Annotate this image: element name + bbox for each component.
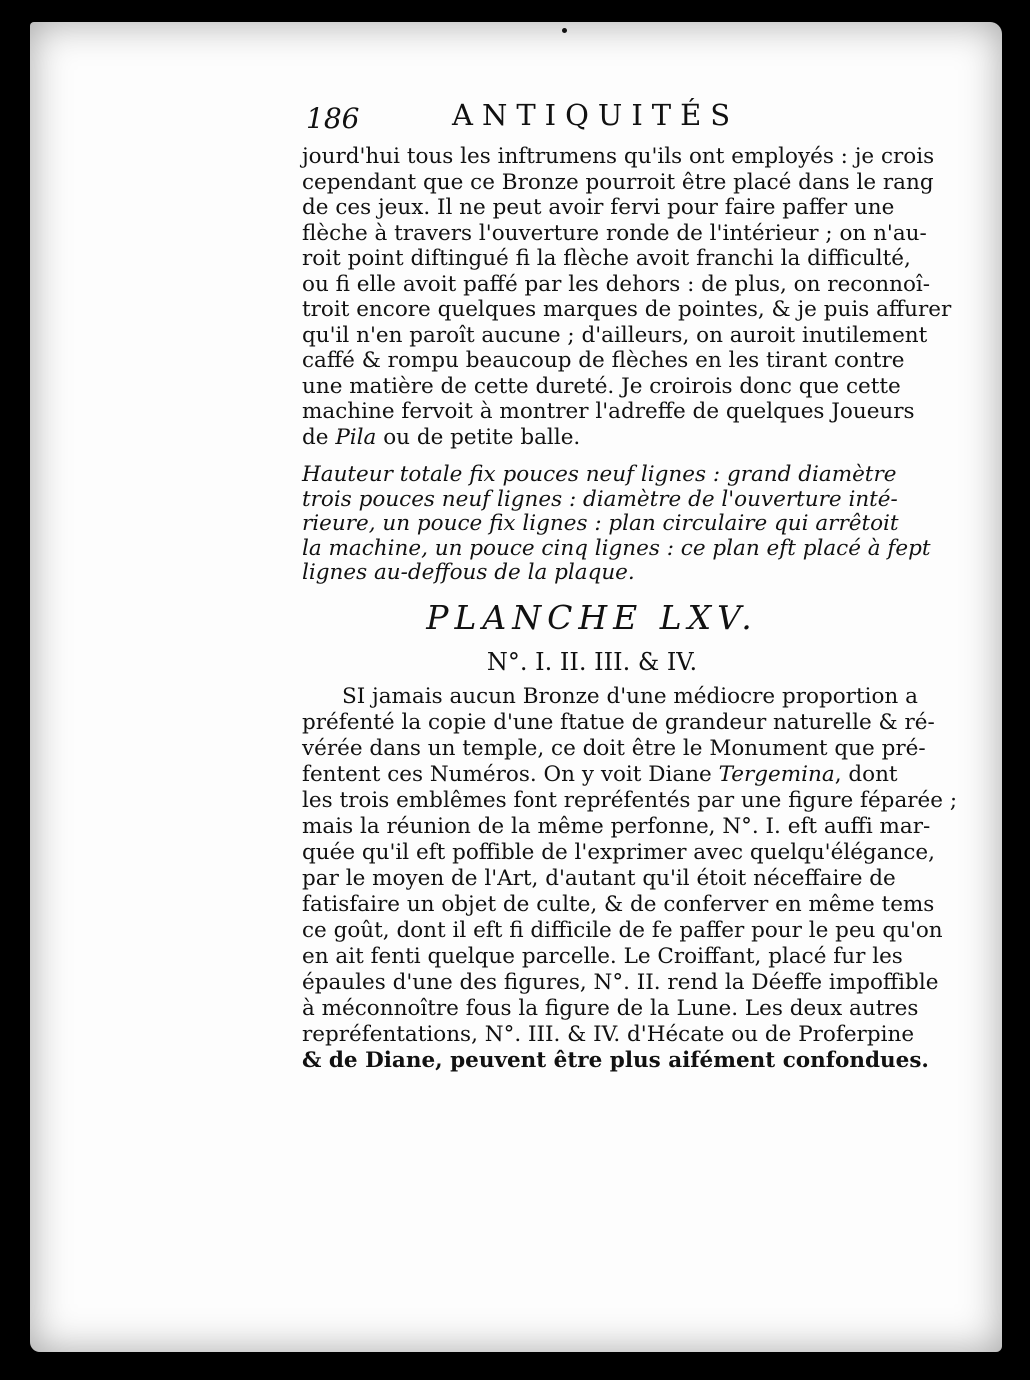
page-number: 186 [306, 102, 360, 135]
text-fragment: de [302, 424, 336, 450]
ink-speck [562, 28, 567, 33]
text-line: fatisfaire un objet de culte, & de conferver en même tems [302, 892, 935, 917]
text-line: en ait fenti quelque parcelle. Le Croiffant, placé fur les [302, 944, 903, 969]
text-line: préfenté la copie d'une ftatue de grandeur naturelle & ré- [302, 710, 935, 735]
paragraph-3 [302, 684, 958, 1074]
text-line: mais la réunion de la même perfonne, N°. I. eft auffi mar- [302, 814, 931, 839]
paragraph-1 [302, 144, 952, 450]
text-line: la machine, un pouce cinq lignes : ce plan eft placé à fept [302, 535, 931, 561]
text-line: repréfentations, N°. III. & IV. d'Hécate ou de Proferpine [302, 1022, 915, 1047]
text-line-last [302, 425, 882, 451]
text-line: flèche à travers l'ouverture ronde de l'intérieur ; on n'au- [302, 220, 927, 246]
text-line: par le moyen de l'Art, d'autant qu'il étoit néceffaire de [302, 866, 896, 891]
text-fragment: fentent ces Numéros. On y voit Diane [302, 762, 719, 787]
text-line: cependant que ce Bronze pourroit être placé dans le rang [302, 169, 934, 195]
text-line: caffé & rompu beaucoup de flèches en les tirant contre [302, 348, 905, 373]
text-line: ou fi elle avoit paffé par les dehors : de plus, on reconnoî- [302, 271, 931, 297]
dimensions-paragraph [302, 462, 931, 586]
text-line: roit point diftingué fi la flèche avoit franchi la difficulté, [302, 246, 911, 271]
text-line: rieure, un pouce fix lignes : plan circulaire qui arrêtoit [302, 511, 899, 536]
text-fragment: , dont [834, 762, 898, 787]
plate-numbers: N°. I. II. III. & IV. [486, 648, 698, 676]
italic-word: Pila [335, 424, 377, 450]
running-title: ANTIQUITÉS [452, 98, 740, 132]
text-line: une matière de cette dureté. Je croirois donc que cette [302, 373, 901, 399]
text-line: de ces jeux. Il ne peut avoir fervi pour faire paffer une [302, 195, 895, 220]
text-line-last: & de Diane, peuvent être plus aifément confondues. [302, 1048, 929, 1073]
text-line: à méconnoître fous la figure de la Lune. Les deux autres [302, 996, 919, 1021]
text-line: épaules d'une des figures, N°. II. rend la Déeffe impoffible [302, 970, 939, 995]
text-line: SI jamais aucun Bronze d'une médiocre proportion a [342, 684, 918, 709]
text-line: jourd'hui tous les inftrumens qu'ils ont employés : je crois [302, 144, 935, 169]
text-line [302, 762, 898, 788]
text-line: quée qu'il eft poffible de l'exprimer avec quelqu'élégance, [302, 840, 935, 865]
text-fragment: ou de petite balle. [376, 424, 581, 450]
italic-word: Tergemina [718, 762, 835, 787]
text-line: Hauteur totale fix pouces neuf lignes : grand diamètre [302, 462, 897, 487]
text-line: ce goût, dont il eft fi difficile de fe paffer pour le peu qu'on [302, 918, 943, 943]
plate-title: PLANCHE LXV. [426, 598, 758, 637]
text-line: troit encore quelques marques de pointes, & je puis affurer [302, 297, 952, 322]
text-line: vérée dans un temple, ce doit être le Monument que pré- [302, 736, 926, 761]
text-line: machine fervoit à montrer l'adreffe de quelques Joueurs [302, 399, 915, 424]
text-line: qu'il n'en paroît aucune ; d'ailleurs, on auroit inutilement [302, 322, 928, 348]
text-line: les trois emblêmes font repréfentés par une figure féparée ; [302, 788, 958, 813]
page-header [302, 98, 842, 142]
text-line: trois pouces neuf lignes : diamètre de l'ouverture inté- [302, 486, 898, 512]
text-line-last: lignes au-deffous de la plaque. [302, 560, 635, 585]
